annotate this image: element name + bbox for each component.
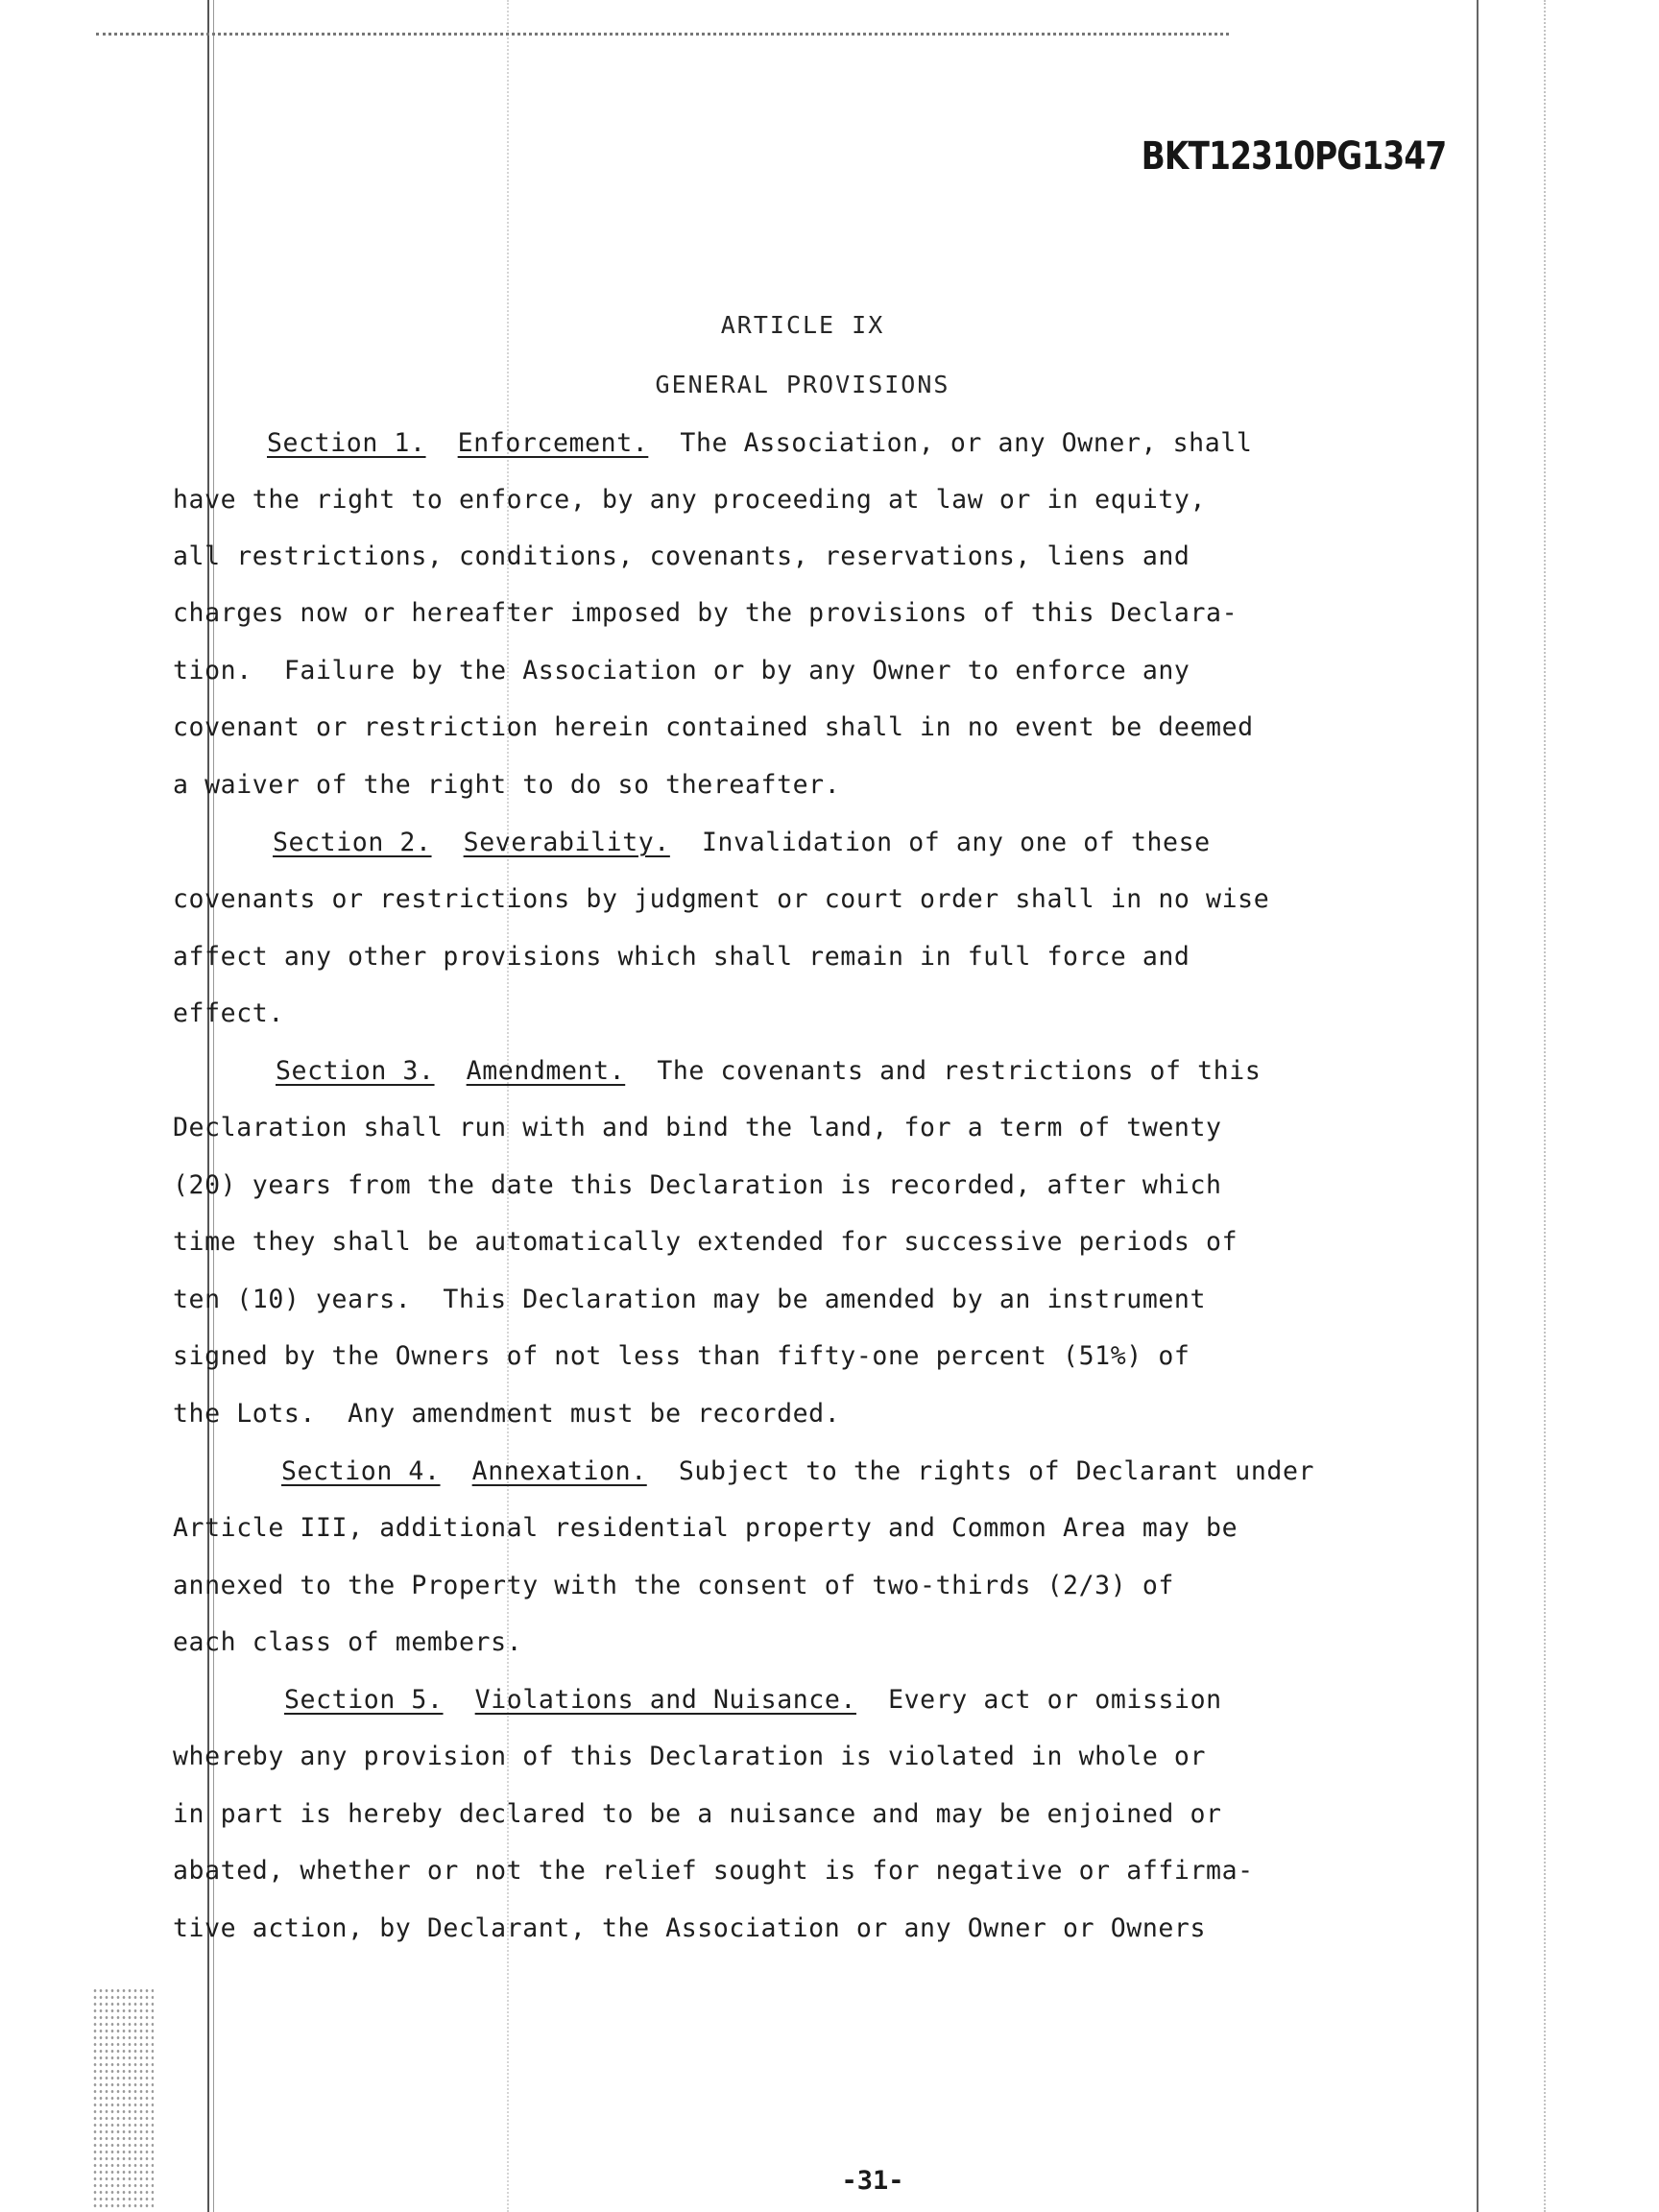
body-line: a waiver of the right to do so thereafter. bbox=[173, 770, 841, 800]
section-text: Every act or omission bbox=[888, 1685, 1222, 1715]
section-text: The Association, or any Owner, shall bbox=[680, 428, 1253, 458]
section-5-first-line bbox=[284, 1685, 1561, 1715]
scan-top-noise bbox=[96, 33, 1229, 36]
body-line: the Lots. Any amendment must be recorded. bbox=[173, 1399, 841, 1429]
section-label: Section 2. bbox=[273, 828, 432, 857]
section-label: Section 3. bbox=[276, 1056, 435, 1086]
section-2-first-line bbox=[273, 828, 1550, 857]
section-heading: Violations and Nuisance. bbox=[474, 1685, 856, 1715]
section-heading: Amendment. bbox=[466, 1056, 626, 1086]
body-line: annexed to the Property with the consent of two-thirds (2/3) of bbox=[173, 1571, 1174, 1600]
section-label: Section 5. bbox=[284, 1685, 444, 1715]
body-line: covenants or restrictions by judgment or court order shall in no wise bbox=[173, 884, 1270, 914]
section-label: Section 1. bbox=[267, 428, 426, 458]
section-heading: Annexation. bbox=[471, 1456, 647, 1486]
section-3-first-line bbox=[276, 1056, 1552, 1086]
article-subtitle: GENERAL PROVISIONS bbox=[655, 371, 950, 398]
page-number: -31- bbox=[841, 2166, 904, 2196]
section-text: The covenants and restrictions of this bbox=[657, 1056, 1262, 1086]
body-line: (20) years from the date this Declaration is recorded, after which bbox=[173, 1170, 1222, 1200]
book-page-reference: BKT12310PG1347 bbox=[1141, 134, 1446, 179]
article-title: ARTICLE IX bbox=[720, 311, 885, 339]
body-line: charges now or hereafter imposed by the provisions of this Declara- bbox=[173, 598, 1238, 628]
body-line: each class of members. bbox=[173, 1627, 523, 1657]
section-label: Section 4. bbox=[281, 1456, 441, 1486]
body-line: whereby any provision of this Declaration is violated in whole or bbox=[173, 1742, 1207, 1771]
body-line: Declaration shall run with and bind the land, for a term of twenty bbox=[173, 1113, 1222, 1142]
body-line: affect any other provisions which shall remain in full force and bbox=[173, 942, 1190, 972]
section-4-first-line bbox=[281, 1456, 1558, 1486]
body-line: tive action, by Declarant, the Association or any Owner or Owners bbox=[173, 1913, 1207, 1943]
body-line: signed by the Owners of not less than fifty-one percent (51%) of bbox=[173, 1341, 1190, 1371]
body-line: all restrictions, conditions, covenants, reservations, liens and bbox=[173, 541, 1190, 571]
section-text: Subject to the rights of Declarant under bbox=[678, 1456, 1315, 1486]
body-line: abated, whether or not the relief sought is for negative or affirma- bbox=[173, 1856, 1254, 1886]
body-line: effect. bbox=[173, 998, 284, 1028]
section-text: Invalidation of any one of these bbox=[701, 828, 1211, 857]
body-line: Article III, additional residential property and Common Area may be bbox=[173, 1513, 1238, 1543]
body-line: tion. Failure by the Association or by any Owner to enforce any bbox=[173, 656, 1190, 685]
body-line: covenant or restriction herein contained shall in no event be deemed bbox=[173, 712, 1254, 742]
section-heading: Enforcement. bbox=[457, 428, 649, 458]
body-line: in part is hereby declared to be a nuisance and may be enjoined or bbox=[173, 1799, 1222, 1829]
section-1-first-line bbox=[267, 428, 1544, 458]
body-line: have the right to enforce, by any proceeding at law or in equity, bbox=[173, 485, 1207, 515]
body-line: time they shall be automatically extended for successive periods of bbox=[173, 1227, 1238, 1257]
section-heading: Severability. bbox=[463, 828, 670, 857]
body-line: ten (10) years. This Declaration may be amended by an instrument bbox=[173, 1285, 1207, 1314]
